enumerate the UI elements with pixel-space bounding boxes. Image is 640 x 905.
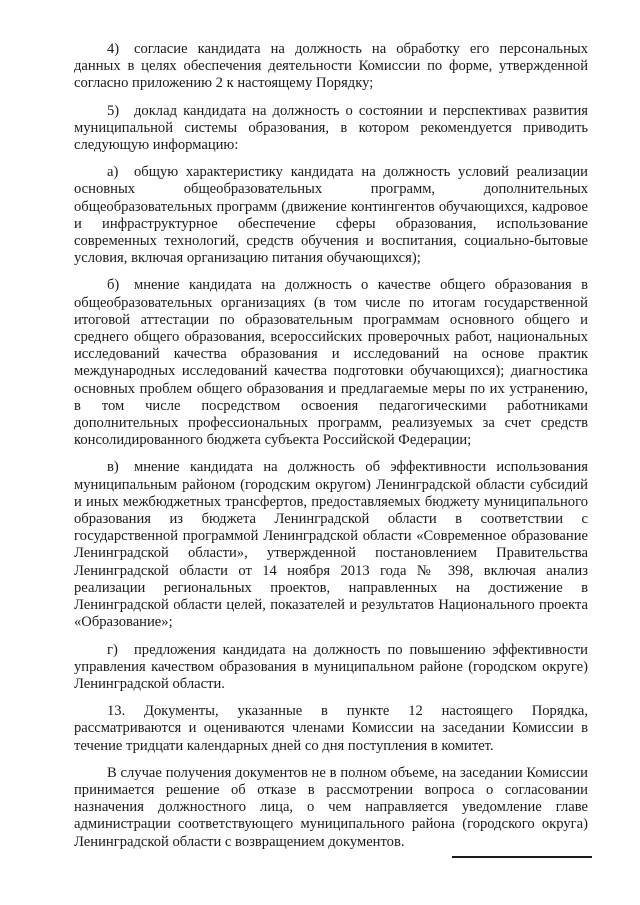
document-page [74,41,588,861]
item-text: общую характеристику кандидата на должность условий реализации основных общеобразовательных программ, дополнительных общеобразовательных программ (движение контингентов обучающихся, кадровое и инфраструктурное обеспечение сферы образования, использование современных технологий, средств обучения и воспитания, социально-бытовые условия, включая организацию питания обучающихся); [74,164,588,267]
item-text: мнение кандидата на должность об эффективности использования муниципальным районом (городским округом) Ленинградской области субсидий и иных межбюджетных трансфертов, предоставляемых бюджету муниципального образования из бюджета Ленинградской области в соответствии с государственной программой Ленинградской области «Современное образование Ленинградской области», утвержденной постановлением Правительства Ленинградской области от 14 ноября 2013 года № 398, включая анализ реализации региональных проектов, направленных на достижение в Ленинградской области целей, показателей и результатов Национального проекта «Образование»; [74,459,588,631]
item-label: 4) [107,41,120,57]
item-label: а) [107,164,119,181]
item-label: в) [107,459,119,476]
section-13 [74,703,588,755]
item-text: согласие кандидата на должность на обработку его персональных данных в целях обеспечения деятельности Комиссии по форме, утвержденной согласно приложению 2 к настоящему Порядку; [74,41,588,92]
subitem-b [74,277,588,449]
incomplete-documents-paragraph [74,765,588,851]
subitem-a [74,164,588,267]
item-label: б) [107,277,120,294]
item-text: В случае получения документов не в полном объеме, на заседании Комиссии принимается решение об отказе в рассмотрении вопроса о согласовании назначения должностного лица, о чем направляется уведомление главе администрации соответствующего муниципального района (городского округа) Ленинградской области с возвращением документов. [74,764,588,850]
item-label: г) [107,641,118,658]
subitem-g [74,642,588,694]
item-text: 13. Документы, указанные в пункте 12 настоящего Порядка, рассматриваются и оцениваются членами Комиссии на заседании Комиссии в течение тридцати календарных дней со дня поступления в комитет. [74,703,588,754]
item-label: 5) [107,102,120,119]
item-text: предложения кандидата на должность по повышению эффективности управления качеством образования в муниципальном районе (городском округе) Ленинградской области. [74,641,588,692]
subitem-v [74,459,588,631]
item-4-consent [74,41,588,93]
item-text: доклад кандидата на должность о состоянии и перспективах развития муниципальной системы образования, в котором рекомендуется приводить следующую информацию: [74,102,588,154]
item-text: мнение кандидата на должность о качестве общего образования в общеобразовательных организациях (в том числе по итогам государственной итоговой аттестации по образовательным программам основного общего и среднего общего образования, всероссийских проверочных работ, национальных исследований качества образования и исследований на основе практик международных исследований качества подготовки обучающихся); диагностика основных проблем общего образования и предлагаемые меры по их устранению, в том числе посредством освоения педагогическими работниками дополнительных профессиональных программ, реализуемых за счет средств консолидированного бюджета субъекта Российской Федерации; [74,277,588,449]
footer-rule [452,856,592,858]
item-5-report [74,103,588,155]
